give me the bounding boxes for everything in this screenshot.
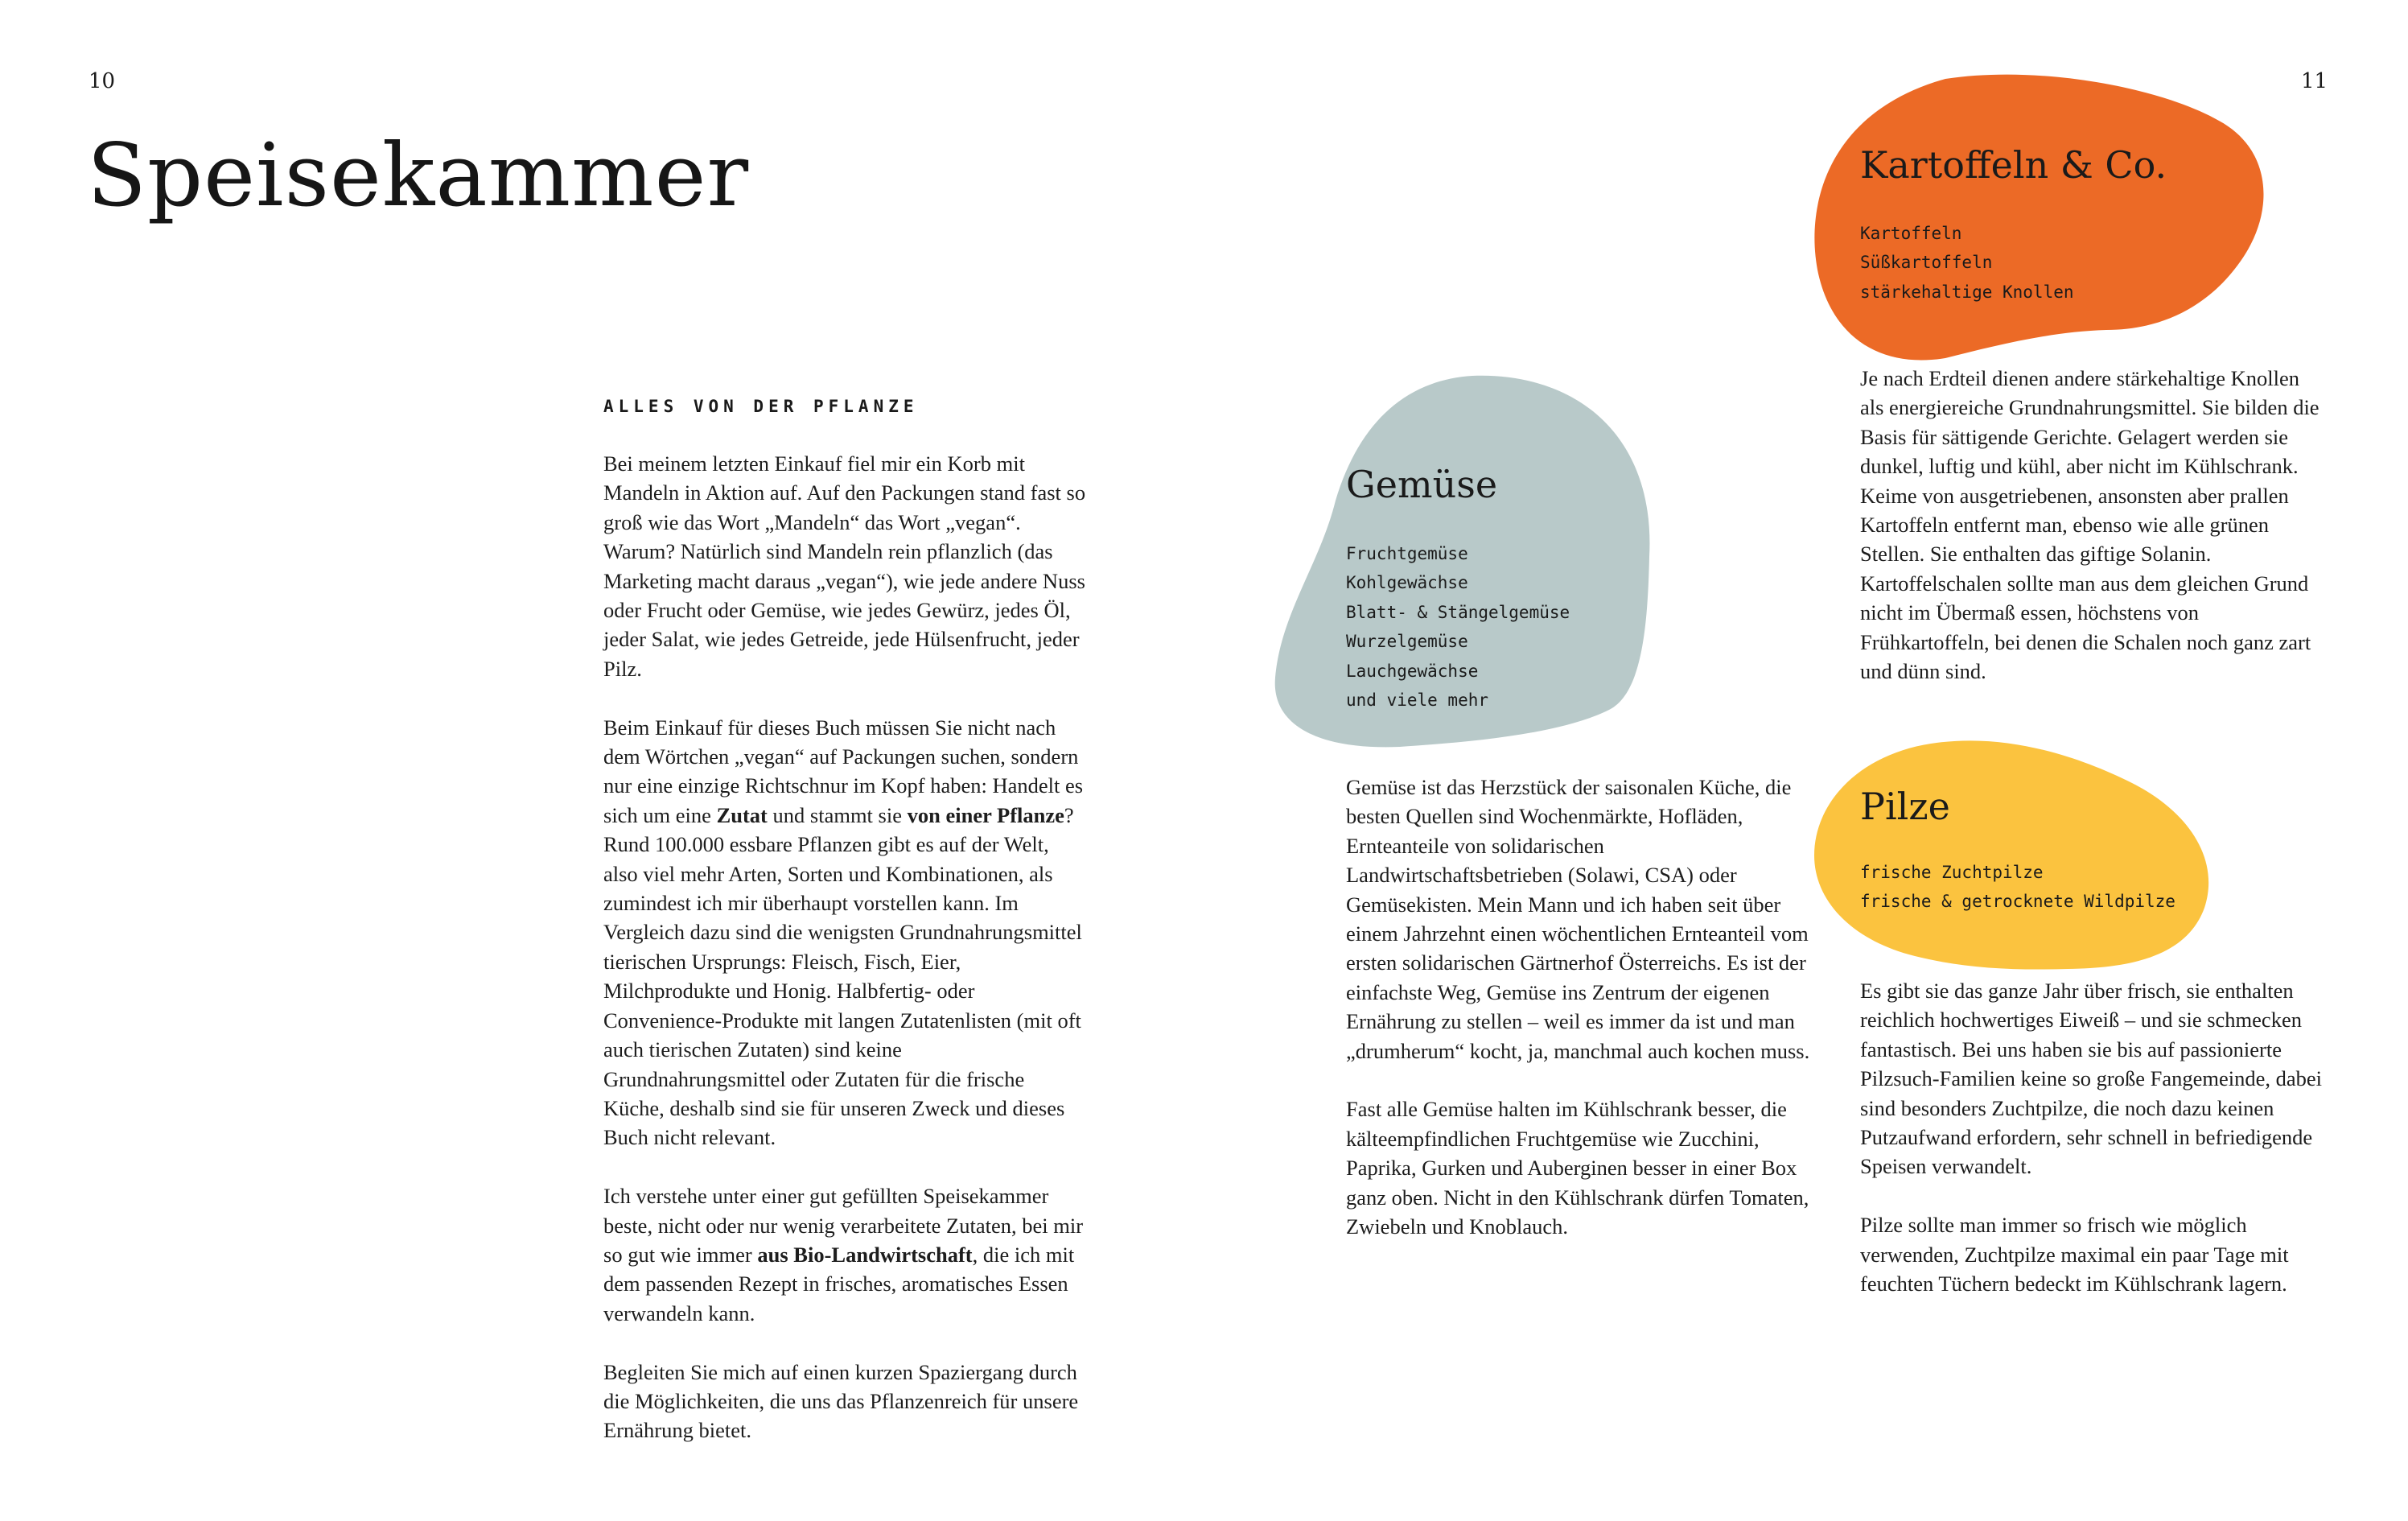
kartoffeln-list-item: Kartoffeln: [1860, 224, 1962, 243]
pilze-list-item: frische & getrocknete Wildpilze: [1860, 892, 2175, 912]
kartoffeln-blob-shape: [1814, 75, 2263, 361]
gemuese-text: [1346, 773, 1821, 1271]
intro-text: [603, 449, 1086, 1474]
kartoffeln-text: [1860, 364, 2327, 715]
gemuese-heading: Gemüse: [1346, 463, 1498, 506]
kartoffeln-heading: Kartoffeln & Co.: [1860, 143, 2167, 187]
pilze-list-item: frische Zuchtpilze: [1860, 863, 2044, 882]
pilze-blob-shape: [1814, 740, 2208, 969]
gemuese-list-item: Wurzelgemüse: [1346, 632, 1468, 652]
page-number-left: 10: [88, 69, 116, 93]
gemuese-paragraph: Fast alle Gemüse halten im Kühlschrank besser, die kälteempfindlichen Fruchtgemüse wie Zucchini, Paprika, Gurken und Auberginen besser in einer Box ganz oben. Nicht in den Kühlschrank dürfen Tomaten, Zwiebeln und Knoblauch.: [1346, 1097, 1809, 1239]
gemuese-list-item: Kohlgewächse: [1346, 573, 1468, 593]
kartoffeln-list: [1860, 219, 2074, 307]
page-number-right: 11: [2301, 69, 2328, 93]
intro-paragraph: Ich verstehe unter einer gut gefüllten Speisekammer beste, nicht oder nur wenig verarbeitete Zutaten, bei mir so gut wie immer aus Bio-Landwirtschaft, die ich mit dem passenden Rezept in frisches, aromatisches Essen verwandeln kann.: [603, 1184, 1084, 1325]
pilze-paragraph: Pilze sollte man immer so frisch wie möglich verwenden, Zuchtpilze maximal ein paar Tage mit feuchten Tüchern bedeckt im Kühlschrank lagern.: [1860, 1213, 2289, 1296]
gemuese-list-item: Blatt- & Stängelgemüse: [1346, 602, 1570, 622]
gemuese-list-item: und viele mehr: [1346, 690, 1489, 711]
intro-paragraph: Begleiten Sie mich auf einen kurzen Spaziergang durch die Möglichkeiten, die uns das Pflanzenreich für unsere Ernährung bietet.: [603, 1359, 1079, 1443]
pilze-paragraph: Es gibt sie das ganze Jahr über frisch, sie enthalten reichlich hochwertiges Eiweiß – und sie schmecken fantastisch. Bei uns haben sie bis auf passionierte Pilzsuch-Familien keine so große Fangemeinde, dabei sind besonders Zuchtpilze, die noch dazu keinen Putzaufwand erfordern, sehr schnell in befriedigende Speisen verwandelt.: [1860, 979, 2323, 1179]
intro-heading: ALLES VON DER PFLANZE: [603, 397, 919, 416]
kartoffeln-list-item: stärkehaltige Knollen: [1860, 282, 2074, 302]
intro-paragraph: Bei meinem letzten Einkauf fiel mir ein Korb mit Mandeln in Aktion auf. Auf den Packungen stand fast so groß wie das Wort „Mandeln“ das Wort „vegan“. Warum? Natürlich sind Mandeln rein pflanzlich (das Marketing macht daraus „vegan“), wie jede andere Nuss oder Frucht oder Gemüse, wie jedes Gewürz, jedes Öl, jeder Salat, wie jedes Getreide, jede Hülsenfrucht, jeder Pilz.: [603, 451, 1086, 681]
page-title: Speisekammer: [87, 126, 750, 226]
gemuese-list-item: Fruchtgemüse: [1346, 544, 1468, 563]
gemuese-list-item: Lauchgewächse: [1346, 661, 1479, 681]
pilze-text: [1860, 976, 2327, 1328]
kartoffeln-paragraph: Je nach Erdteil dienen andere stärkehaltige Knollen als energiereiche Grundnahrungsmittel. Sie bilden die Basis für sättigende Gerichte. Gelagert werden sie dunkel, luftig und kühl, aber nicht im Kühlschrank. Keime von ausgetriebenen, ansonsten aber prallen Kartoffeln entfernt man, ebenso wie alle grünen Stellen. Sie enthalten das giftige Solanin. Kartoffelschalen sollte man aus dem gleichen Grund nicht im Übermaß essen, höchstens von Frühkartoffeln, bei denen die Schalen noch ganz zart und dünn sind.: [1860, 366, 2320, 684]
pilze-list: [1860, 858, 2175, 917]
gemuese-paragraph: Gemüse ist das Herzstück der saisonalen Küche, die besten Quellen sind Wochenmärkte, Hofläden, Ernteanteile von solidarischen Landwirtschaftsbetrieben (Solawi, CSA) oder Gemüsekisten. Mein Mann und ich haben seit über einem Jahrzehnt einen wöchentlichen Ernteanteil vom ersten solidarischen Gärtnerhof Österreichs. Es ist der einfachste Weg, Gemüse ins Zentrum der eigenen Ernährung zu stellen – weil es immer da ist und man „drumherum“ kocht, ja, manchmal auch kochen muss.: [1346, 775, 1810, 1063]
pilze-heading: Pilze: [1860, 785, 1950, 828]
kartoffeln-list-item: Süßkartoffeln: [1860, 253, 1993, 273]
pilze-blob: [1810, 739, 2221, 972]
intro-paragraph: Beim Einkauf für dieses Buch müssen Sie nicht nach dem Wörtchen „vegan“ auf Packungen suchen, sondern nur eine einzige Richtschnur im Kopf haben: Handelt es sich um eine Zutat und stammt sie von einer Pflanze? Rund 100.000 essbare Pflanzen gibt es auf der Welt, also viel mehr Arten, Sorten und Kombinationen, als zumindest ich mir überhaupt vorstellen kann. Im Vergleich dazu sind die wenigsten Grundnahrungsmittel tierischen Ursprungs: Fleisch, Fisch, Eier, Milchprodukte und Honig. Halbfertig- oder Convenience-Produkte mit langen Zutatenlisten (mit oft auch tierischen Zutaten) sind keine Grundnahrungsmittel oder Zutaten für die frische Küche, deshalb sind sie für unseren Zweck und dieses Buch nicht relevant.: [603, 715, 1084, 1150]
gemuese-list: [1346, 539, 1570, 715]
